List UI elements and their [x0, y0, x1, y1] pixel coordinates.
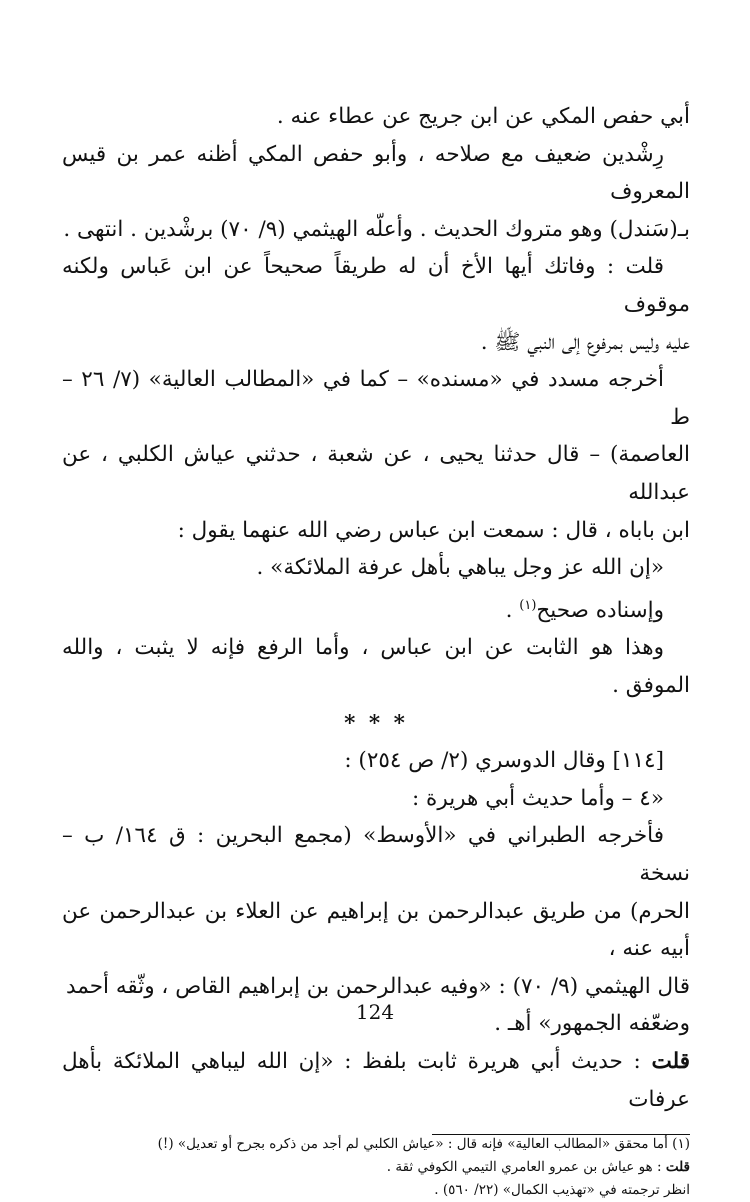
text-line: ابن باباه ، قال : سمعت ابن عباس رضي الله عنهما يقول : — [177, 517, 690, 543]
sahih-text: وإسناده صحيح — [536, 597, 664, 623]
conclusion-text: : حديث أبي هريرة ثابت بلفظ : «إن الله ليباهي الملائكة بأهل عرفات — [62, 1049, 690, 1112]
footnote-reference: (١) — [519, 597, 537, 613]
text-line: قلت : وفاتك أيها الأخ أن له طريقاً صحيحاً عن ابن عَباس ولكنه موقوف — [62, 254, 690, 317]
footnotes-section — [70, 1134, 690, 1202]
text-line: وهذا هو الثابت عن ابن عباس ، وأما الرفع فإنه لا يثبت ، والله الموفق . — [62, 635, 690, 699]
footnote-line: انظر ترجمته في «تهذيب الكمال» (٢٢/ ٥٦٠) . — [434, 1182, 690, 1199]
page-number: 124 — [355, 1000, 395, 1024]
text-line: عليه وليس بمرفوع إلى النبي ﷺ . — [480, 329, 690, 355]
text-line: أبي حفص المكي عن ابن جريج عن عطاء عنه . — [276, 104, 690, 129]
text-line-with-footnote — [62, 587, 690, 630]
text-line: «إن الله عز وجل يباهي بأهل عرفة الملائكة» . — [256, 555, 664, 581]
text-line: قال الهيثمي (٩/ ٧٠) : «وفيه عبدالرحمن بن إبراهيم القاص ، وثّقه أحمد — [66, 973, 690, 999]
section-separator: * * * — [344, 710, 408, 736]
footnote-qult-label: قلت — [665, 1159, 690, 1176]
text-line: فأخرجه الطبراني في «الأوسط» (مجمع البحرين : ق ١٦٤/ ب – نسخة — [62, 823, 690, 887]
text-line: بـ(سَندل) وهو متروك الحديث . وأعلّه الهيثمي (٩/ ٧٠) برشْدين . انتهى . — [63, 216, 690, 242]
text-line: [١١٤] وقال الدوسري (٢/ ص ٢٥٤) : — [344, 748, 664, 774]
qult-label: قلت — [651, 1049, 690, 1074]
text-line-conclusion — [62, 1043, 690, 1118]
text-line: العاصمة) – قال حدثنا يحيى ، عن شعبة ، حدثني عياش الكلبي ، عن عبدالله — [62, 442, 690, 505]
footnote-line — [70, 1156, 690, 1179]
main-text — [62, 98, 690, 1118]
footnote-text: : هو عياش بن عمرو العامري التيمي الكوفي ثقة . — [386, 1159, 666, 1176]
text-line: وضعّفه الجمهور» أهـ . — [494, 1011, 690, 1037]
footnote-line: (١) أما محقق «المطالب العالية» فإنه قال : «عياش الكلبي لم أجد من ذكره بجرح أو تعديل» (!) — [157, 1136, 690, 1153]
text-line: رِشْدين ضعيف مع صلاحه ، وأبو حفص المكي أظنه عمر بن قيس المعروف — [62, 141, 690, 205]
text-line: «٤ – وأما حديث أبي هريرة : — [411, 785, 664, 811]
text-line: أخرجه مسدد في «مسنده» – كما في «المطالب العالية» (٧/ ٢٦ – ط — [62, 367, 690, 430]
text-line: الحرم) من طريق عبدالرحمن بن إبراهيم عن العلاء بن عبدالرحمن عن أبيه عنه ، — [62, 898, 690, 962]
sahih-tail: . — [505, 597, 520, 623]
